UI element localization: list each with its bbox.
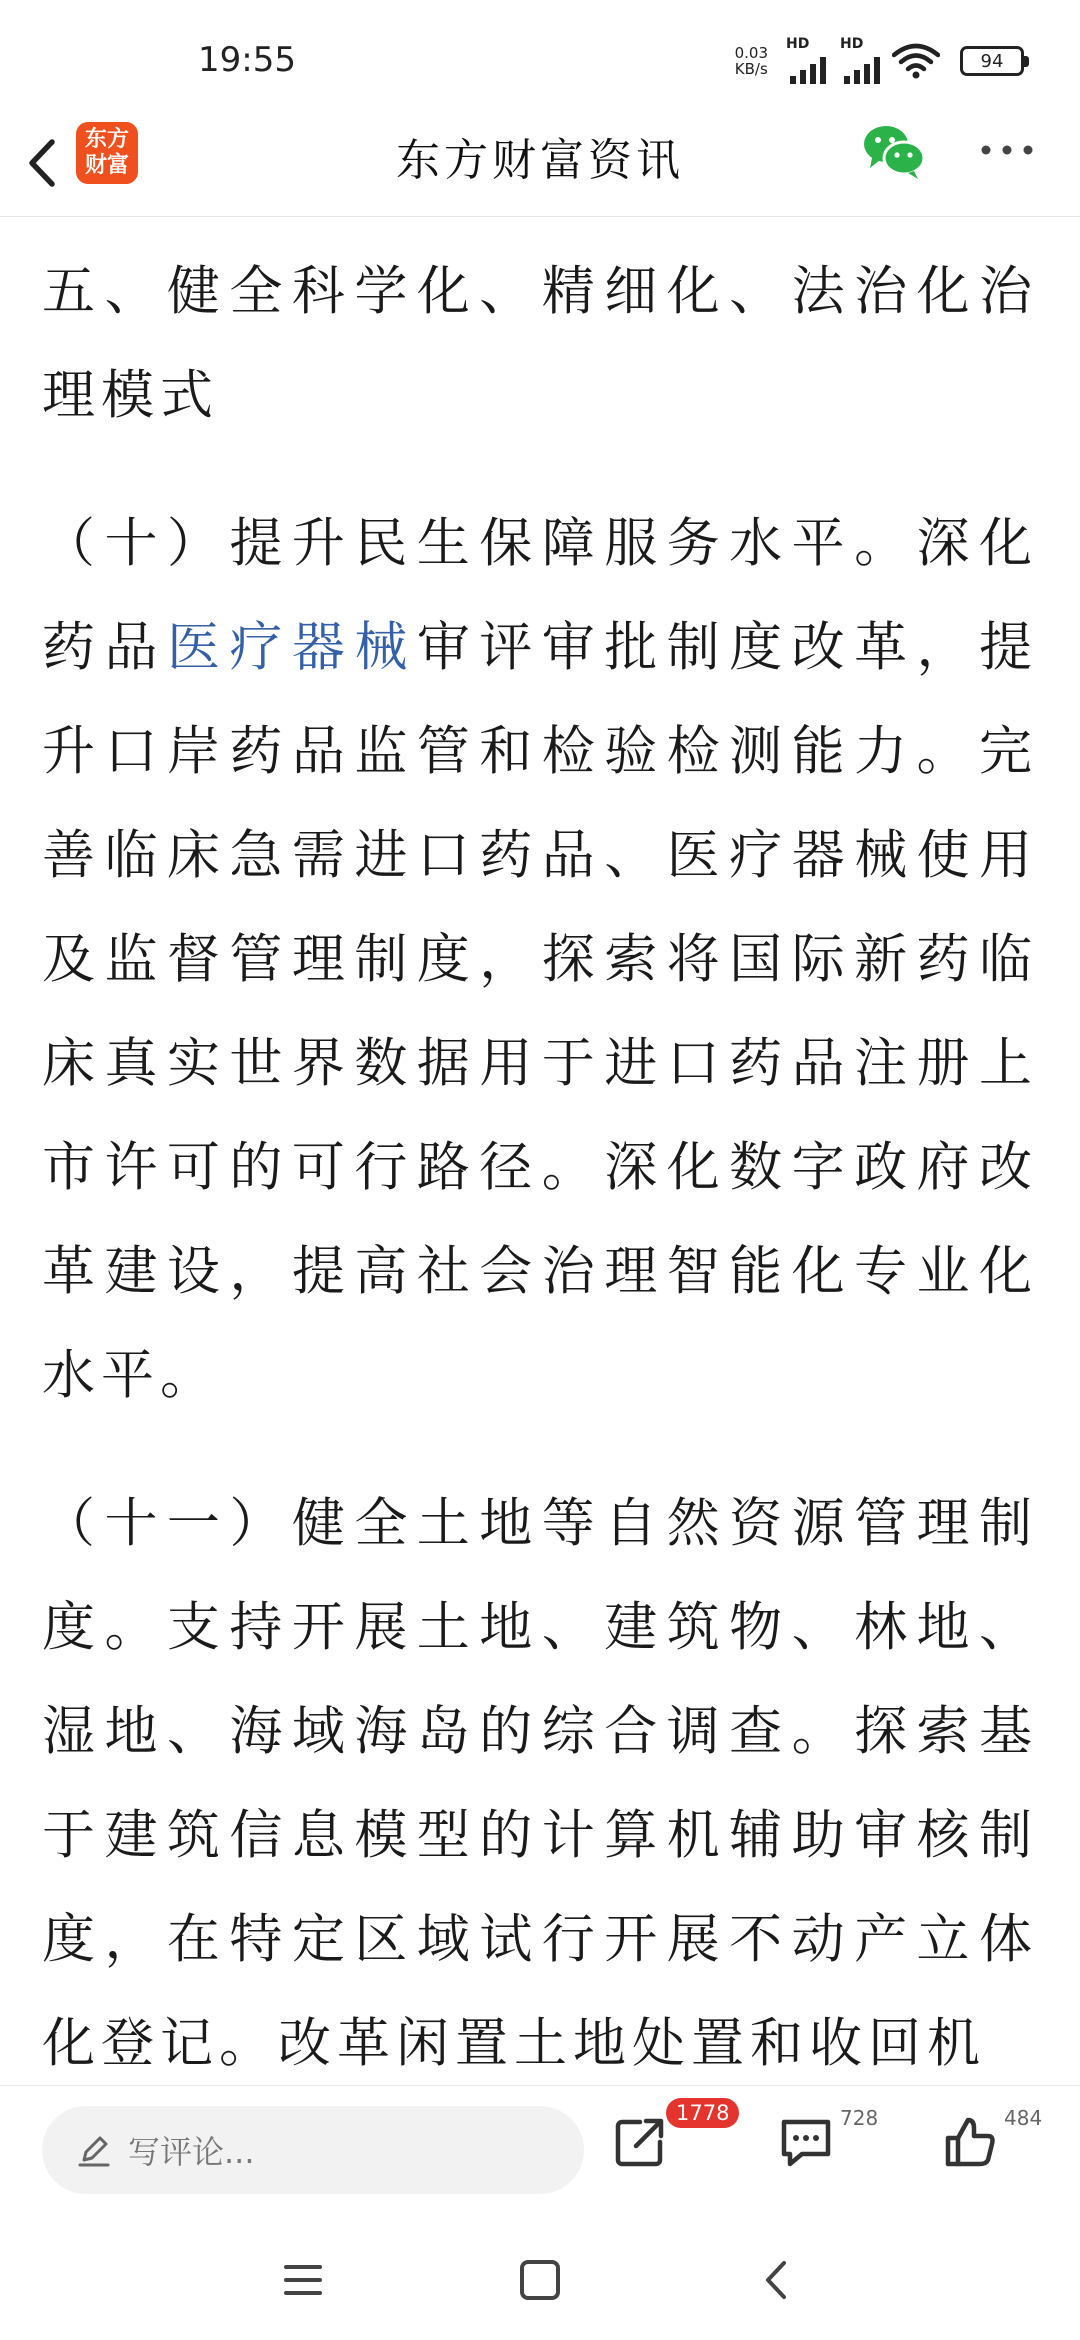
square-home-icon — [515, 2255, 565, 2305]
comments-button[interactable] — [776, 2106, 879, 2182]
section-heading: 五、健全科学化、精细化、法治化治理模式 — [42, 261, 1038, 426]
signal-hd-label: HD — [840, 36, 864, 52]
system-back-button[interactable] — [752, 2255, 802, 2305]
signal-icon — [784, 38, 826, 84]
like-count: 484 — [1004, 2106, 1043, 2130]
share-button[interactable] — [610, 2101, 730, 2182]
status-bar — [0, 0, 1080, 120]
more-options-button[interactable] — [978, 130, 1036, 170]
wechat-share-button[interactable] — [862, 122, 926, 182]
battery-level: 94 — [980, 50, 1004, 72]
signal-hd-label: HD — [786, 36, 810, 52]
menu-icon — [278, 2255, 328, 2305]
comment-bubble-icon — [776, 2112, 836, 2172]
paragraph-text: （十）提升民生保障服务水平。深化药品 — [42, 513, 1038, 678]
top-app-bar — [0, 110, 1080, 217]
article-paragraph: （十一）健全土地等自然资源管理制度。支持开展土地、建筑物、林地、湿地、海域海岛的综合调查。探索基于建筑信息模型的计算机辅助审核制度，在特定区域试行开展不动产立体化登记。改革闲置土地处置和收回机 — [42, 1493, 1038, 2074]
wifi-icon — [892, 43, 940, 79]
status-icons — [735, 38, 1024, 84]
app-logo-line2: 财富 — [84, 153, 129, 178]
network-speed-unit: KB/s — [734, 60, 768, 78]
network-speed-value: 0.03 — [734, 44, 768, 62]
comment-input[interactable] — [42, 2106, 584, 2194]
share-icon — [610, 2112, 670, 2172]
comment-placeholder: 写评论... — [128, 2133, 255, 2171]
system-nav-bar — [0, 2215, 1080, 2340]
chevron-left-icon — [752, 2255, 802, 2305]
network-speed — [735, 45, 768, 77]
battery-icon — [960, 46, 1024, 76]
home-button[interactable] — [515, 2255, 565, 2305]
comment-count: 728 — [840, 2106, 879, 2130]
like-button[interactable] — [940, 2106, 1043, 2182]
article-body — [42, 240, 1038, 2085]
page-title: 东方财富资讯 — [396, 135, 684, 186]
stock-keyword-link[interactable]: 医疗器械 — [166, 617, 417, 678]
article-paragraph — [42, 492, 1038, 1428]
status-time: 19:55 — [198, 40, 296, 80]
recent-apps-button[interactable] — [278, 2255, 328, 2305]
share-count-badge: 1778 — [666, 2098, 739, 2128]
pencil-icon — [76, 2132, 112, 2168]
app-logo-line1: 东方 — [84, 127, 129, 152]
wechat-icon — [862, 122, 926, 182]
paragraph-text: 审评审批制度改革，提升口岸药品监管和检验检测能力。完善临床急需进口药品、医疗器械使用及监督管理制度，探索将国际新药临床真实世界数据用于进口药品注册上市许可的可行路径。深化数字政府改革建设，提高社会治理智能化专业化水平。 — [42, 617, 1038, 1406]
signal-icon — [838, 38, 880, 84]
thumbs-up-icon — [940, 2112, 1000, 2172]
more-dots-icon — [978, 130, 1036, 170]
bottom-action-bar — [0, 2085, 1080, 2216]
